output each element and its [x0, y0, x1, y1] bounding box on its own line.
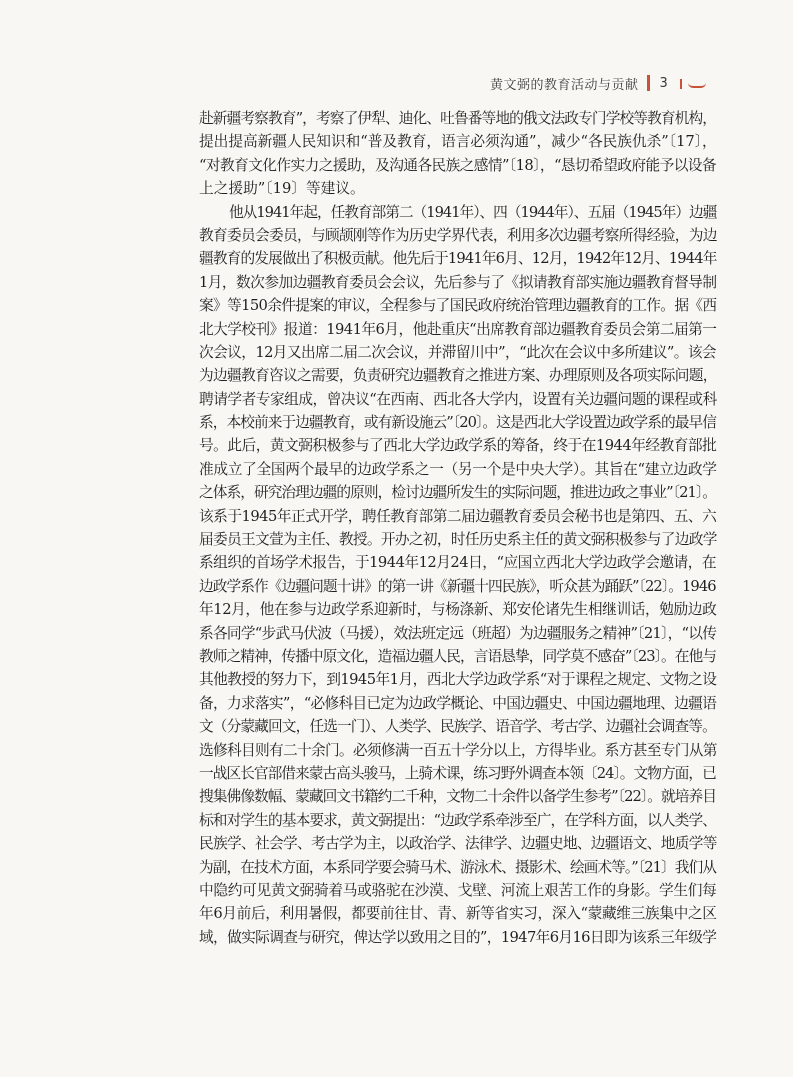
- text-line: 选修科目则有二十余门。必须修满一百五十学分以上，方得毕业。系方甚至专门从第: [199, 741, 717, 759]
- text-line: 中隐约可见黄文弼骑着马或骆驼在沙漠、戈壁、河流上艰苦工作的身影。学生们每: [199, 881, 717, 899]
- text-line: 其他教授的努力下，到1945年1月，西北大学边政学系“对于课程之规定、文物之设: [199, 671, 717, 689]
- text-line: 准成立了全国两个最早的边政学系之一（另一个是中央大学）。其旨在“建立边政学: [199, 460, 717, 478]
- text-line: 一战区长官部借来蒙古高头骏马，上骑术课，练习野外调查本领〔24〕。文物方面，已: [199, 764, 716, 782]
- text-line: 疆教育的发展做出了积极贡献。他先后于1941年6月、12月，1942年12月、1944年: [199, 250, 717, 268]
- text-line: 年12月，他在参与边政学系迎新时，与杨涤新、郑安伦诸先生相继训话，勉励边政: [199, 601, 717, 619]
- page-number: 3: [659, 75, 668, 91]
- text-line: 为副，在技术方面，本系同学要会骑马术、游泳术、摄影术、绘画术等。”〔21〕我们从: [199, 858, 716, 876]
- text-line: 标和对学生的基本要求，黄文弼提出：“边政学系牵涉至广，在学科方面，以人类学、: [199, 811, 717, 829]
- running-title: 黄文弼的教育活动与贡献: [490, 77, 639, 93]
- text-line: 案》等150余件提案的审议，全程参与了国民政府统治管理边疆教育的工作。据《西: [199, 297, 717, 315]
- header-divider: [647, 75, 650, 91]
- text-line: 号。此后，黄文弼积极参与了西北大学边政学系的筹备，终于在1944年经教育部批: [199, 437, 717, 455]
- text-line: 该系于1945年正式开学，聘任教育部第二届边疆教育委员会秘书也是第四、五、六: [199, 507, 717, 525]
- text-line: 届委员王文萱为主任、教授。开办之初，时任历史系主任的黄文弼积极参与了边政学: [199, 531, 717, 549]
- text-line: 域，做实际调查与研究，俾达学以致用之目的”，1947年6月16日即为该系三年级学: [199, 928, 717, 946]
- text-line: 为边疆教育咨议之需要，负责研究边疆教育之推进方案、办理原则及各项实际问题，: [199, 367, 717, 385]
- text-line: 备，力求落实”，“必修科目已定为边政学概论、中国边疆史、中国边疆地理、边疆语: [199, 694, 717, 712]
- text-line: 赴新疆考察教育”，考察了伊犁、迪化、吐鲁番等地的俄文法政专门学校等教育机构，: [199, 110, 717, 127]
- text-line: 次会议，12月又出席二届二次会议，并滞留川中”，“此次在会议中多所建议”。该会: [199, 343, 716, 361]
- text-line: 1月，数次参加边疆教育委员会会议，先后参与了《拟请教育部实施边疆教育督导制: [199, 273, 717, 291]
- text-line: 提出提高新疆人民知识和“普及教育，语言必须沟通”，减少“各民族仇杀”〔17〕，: [199, 133, 717, 151]
- text-line: 文（分蒙藏回文，任选一门）、人类学、民族学、语音学、考古学、边疆社会调查等。: [199, 718, 716, 736]
- text-line: 系各同学“步武马伏波（马援），效法班定远（班超）为边疆服务之精神”〔21〕，“以传: [199, 624, 717, 642]
- running-header: [490, 72, 750, 94]
- body-text: [199, 107, 717, 949]
- text-line: 他从1941年起，任教育部第二（1941年）、四（1944年）、五届（1945年）边疆: [229, 203, 717, 221]
- text-line: 之体系，研究治理边疆的原则，检讨边疆所发生的实际问题，推进边政之事业”〔21〕。: [199, 484, 716, 502]
- text-line: “对教育文化作实力之援助，及沟通各民族之感情”〔18〕，“恳切希望政府能予以设备: [199, 156, 716, 174]
- text-line: 教师之精神，传播中原文化，造福边疆人民，言语恳挚，同学莫不感奋”〔23〕。在他与: [199, 647, 716, 665]
- text-line: 北大学校刊》报道：1941年6月，他赴重庆“出席教育部边疆教育委员会第二届第一: [199, 320, 717, 338]
- publisher-logo-icon: [680, 77, 712, 89]
- text-line: 教育委员会委员，与顾颉刚等作为历史学界代表，利用多次边疆考察所得经验，为边: [199, 226, 717, 244]
- text-line: 系，本校前来于边疆教育，或有新设施云”〔20〕。这是西北大学设置边政学系的最早信: [199, 414, 716, 432]
- text-line: 系组织的首场学术报告，于1944年12月24日，“应国立西北大学边政学会邀请，在: [199, 554, 717, 572]
- text-line: 搜集佛像数幅、蒙藏回文书籍约二千种，文物二十余件以备学生参考”〔22〕。就培养目: [199, 788, 716, 806]
- text-line: 民族学、社会学、考古学为主，以政治学、法律学、边疆史地、边疆语文、地质学等: [199, 835, 717, 853]
- text-line: 年6月前后，利用暑假，都要前往甘、青、新等省实习，深入“蒙藏维三族集中之区: [199, 905, 717, 923]
- text-line: 聘请学者专家组成，曾决议“在西南、西北各大学内，设置有关边疆问题的课程或科: [199, 390, 717, 408]
- text-line: 上之援助”〔19〕等建议。: [199, 180, 365, 198]
- text-line: 边政学系作《边疆问题十讲》的第一讲《新疆十四民族》，听众甚为踊跃”〔22〕。1946: [199, 577, 716, 595]
